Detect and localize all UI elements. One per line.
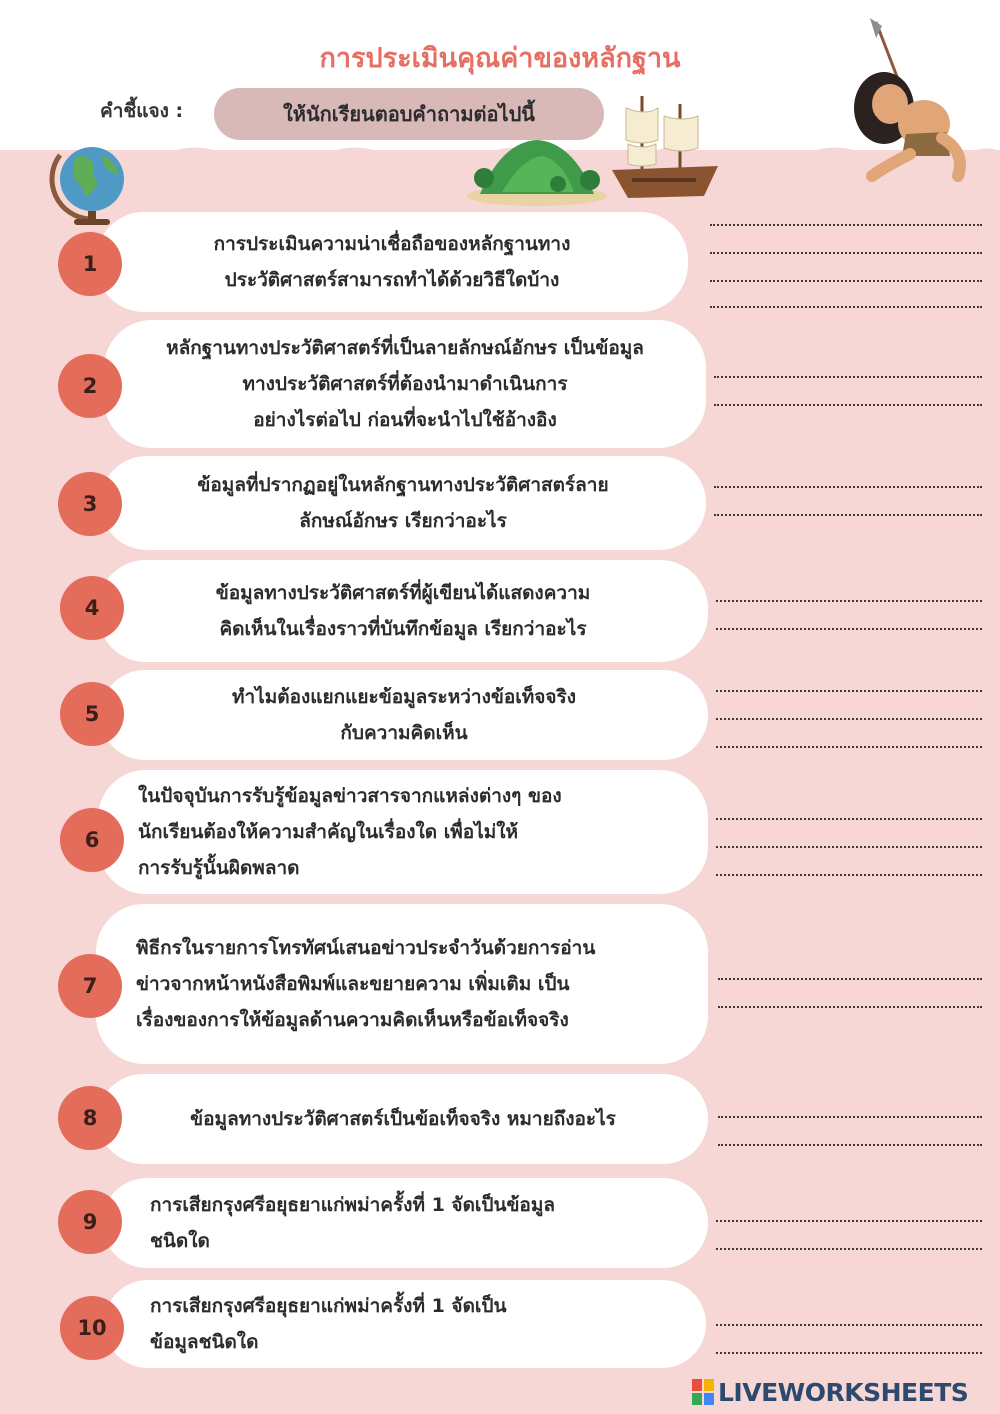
liveworksheets-logo — [692, 1374, 968, 1410]
caveman-icon — [846, 16, 976, 184]
question-text: ข้อมูลทางประวัติศาสตร์ที่ผู้เขียนได้แสดงความ คิดเห็นในเรื่องราวที่บันทึกข้อมูล เรียกว่าอะไร — [215, 582, 591, 640]
answer-line[interactable] — [716, 746, 982, 748]
page-title: การประเมินคุณค่าของหลักฐาน — [319, 43, 681, 74]
question-card-9 — [102, 1178, 708, 1268]
answer-line[interactable] — [716, 846, 982, 848]
island-icon — [462, 134, 612, 208]
question-number-1: 1 — [58, 232, 122, 296]
ship-icon — [606, 92, 724, 204]
answer-line[interactable] — [716, 628, 982, 630]
answer-line[interactable] — [714, 514, 982, 516]
question-number-7: 7 — [58, 954, 122, 1018]
answer-line[interactable] — [716, 1248, 982, 1250]
answer-line[interactable] — [714, 404, 982, 406]
globe-icon — [46, 135, 138, 227]
question-text: การเสียกรุงศรีอยุธยาแก่พม่าครั้งที่ 1 จัดเป็นข้อมูล ชนิดใด — [150, 1194, 556, 1252]
answer-line[interactable] — [710, 280, 982, 282]
question-number-5: 5 — [60, 682, 124, 746]
question-card-10 — [104, 1280, 706, 1368]
brand-name: LIVEWORKSHEETS — [718, 1377, 969, 1407]
answer-line[interactable] — [716, 1352, 982, 1354]
answer-line[interactable] — [714, 486, 982, 488]
answer-line[interactable] — [716, 690, 982, 692]
question-text: ในปัจจุบันการรับรู้ข้อมูลข่าวสารจากแหล่งต่างๆ ของ นักเรียนต้องให้ความสำคัญในเรื่องใด เพื่อไม่ให้ การรับรู้นั้นผิดพลาด — [138, 785, 562, 879]
question-number-3: 3 — [58, 472, 122, 536]
question-number-8: 8 — [58, 1086, 122, 1150]
answer-line[interactable] — [716, 1220, 982, 1222]
instruction-label: คำชี้แจง : — [100, 100, 184, 122]
instruction-banner: ให้นักเรียนตอบคำถามต่อไปนี้ — [214, 88, 604, 140]
answer-line[interactable] — [716, 818, 982, 820]
answer-line[interactable] — [718, 978, 982, 980]
answer-line[interactable] — [710, 252, 982, 254]
question-card-6 — [98, 770, 708, 894]
question-text: ข้อมูลที่ปรากฏอยู่ในหลักฐานทางประวัติศาสตร์ลาย ลักษณ์อักษร เรียกว่าอะไร — [197, 474, 609, 532]
question-number-6: 6 — [60, 808, 124, 872]
question-text: การเสียกรุงศรีอยุธยาแก่พม่าครั้งที่ 1 จัดเป็น ข้อมูลชนิดใด — [150, 1295, 507, 1353]
question-number-2: 2 — [58, 354, 122, 418]
question-text: ข้อมูลทางประวัติศาสตร์เป็นข้อเท็จจริง หมายถึงอะไร — [190, 1108, 616, 1130]
liveworksheets-mark-icon — [692, 1379, 714, 1405]
answer-line[interactable] — [718, 1116, 982, 1118]
answer-line[interactable] — [714, 376, 982, 378]
question-text: หลักฐานทางประวัติศาสตร์ที่เป็นลายลักษณ์อักษร เป็นข้อมูล ทางประวัติศาสตร์ที่ต้องนำมาดำเนินการ อย่างไรต่อไป ก่อนที่จะนำไปใช้อ้างอิง — [166, 337, 644, 431]
answer-line[interactable] — [716, 600, 982, 602]
answer-line[interactable] — [710, 306, 982, 308]
question-card-5 — [100, 670, 708, 760]
question-card-3 — [100, 456, 706, 550]
question-card-1 — [96, 212, 688, 312]
answer-line[interactable] — [716, 718, 982, 720]
question-card-4 — [98, 560, 708, 662]
answer-line[interactable] — [718, 1144, 982, 1146]
question-number-9: 9 — [58, 1190, 122, 1254]
answer-line[interactable] — [718, 1006, 982, 1008]
question-text: พิธีกรในรายการโทรทัศน์เสนอข่าวประจำวันด้วยการอ่าน ข่าวจากหน้าหนังสือพิมพ์และขยายความ เพิ่มเติม เป็น เรื่องของการให้ข้อมูลด้านความคิดเห็นหรือข้อเท็จจริง — [136, 937, 596, 1031]
question-number-10: 10 — [60, 1296, 124, 1360]
question-card-7 — [96, 904, 708, 1064]
answer-line[interactable] — [716, 1324, 982, 1326]
question-card-2 — [104, 320, 706, 448]
question-text: การประเมินความน่าเชื่อถือของหลักฐานทาง ประวัติศาสตร์สามารถทำได้ด้วยวิธีใดบ้าง — [213, 233, 571, 291]
question-text: ทำไมต้องแยกแยะข้อมูลระหว่างข้อเท็จจริง กับความคิดเห็น — [231, 686, 577, 744]
question-number-4: 4 — [60, 576, 124, 640]
question-card-8 — [98, 1074, 708, 1164]
answer-line[interactable] — [710, 224, 982, 226]
answer-line[interactable] — [716, 874, 982, 876]
